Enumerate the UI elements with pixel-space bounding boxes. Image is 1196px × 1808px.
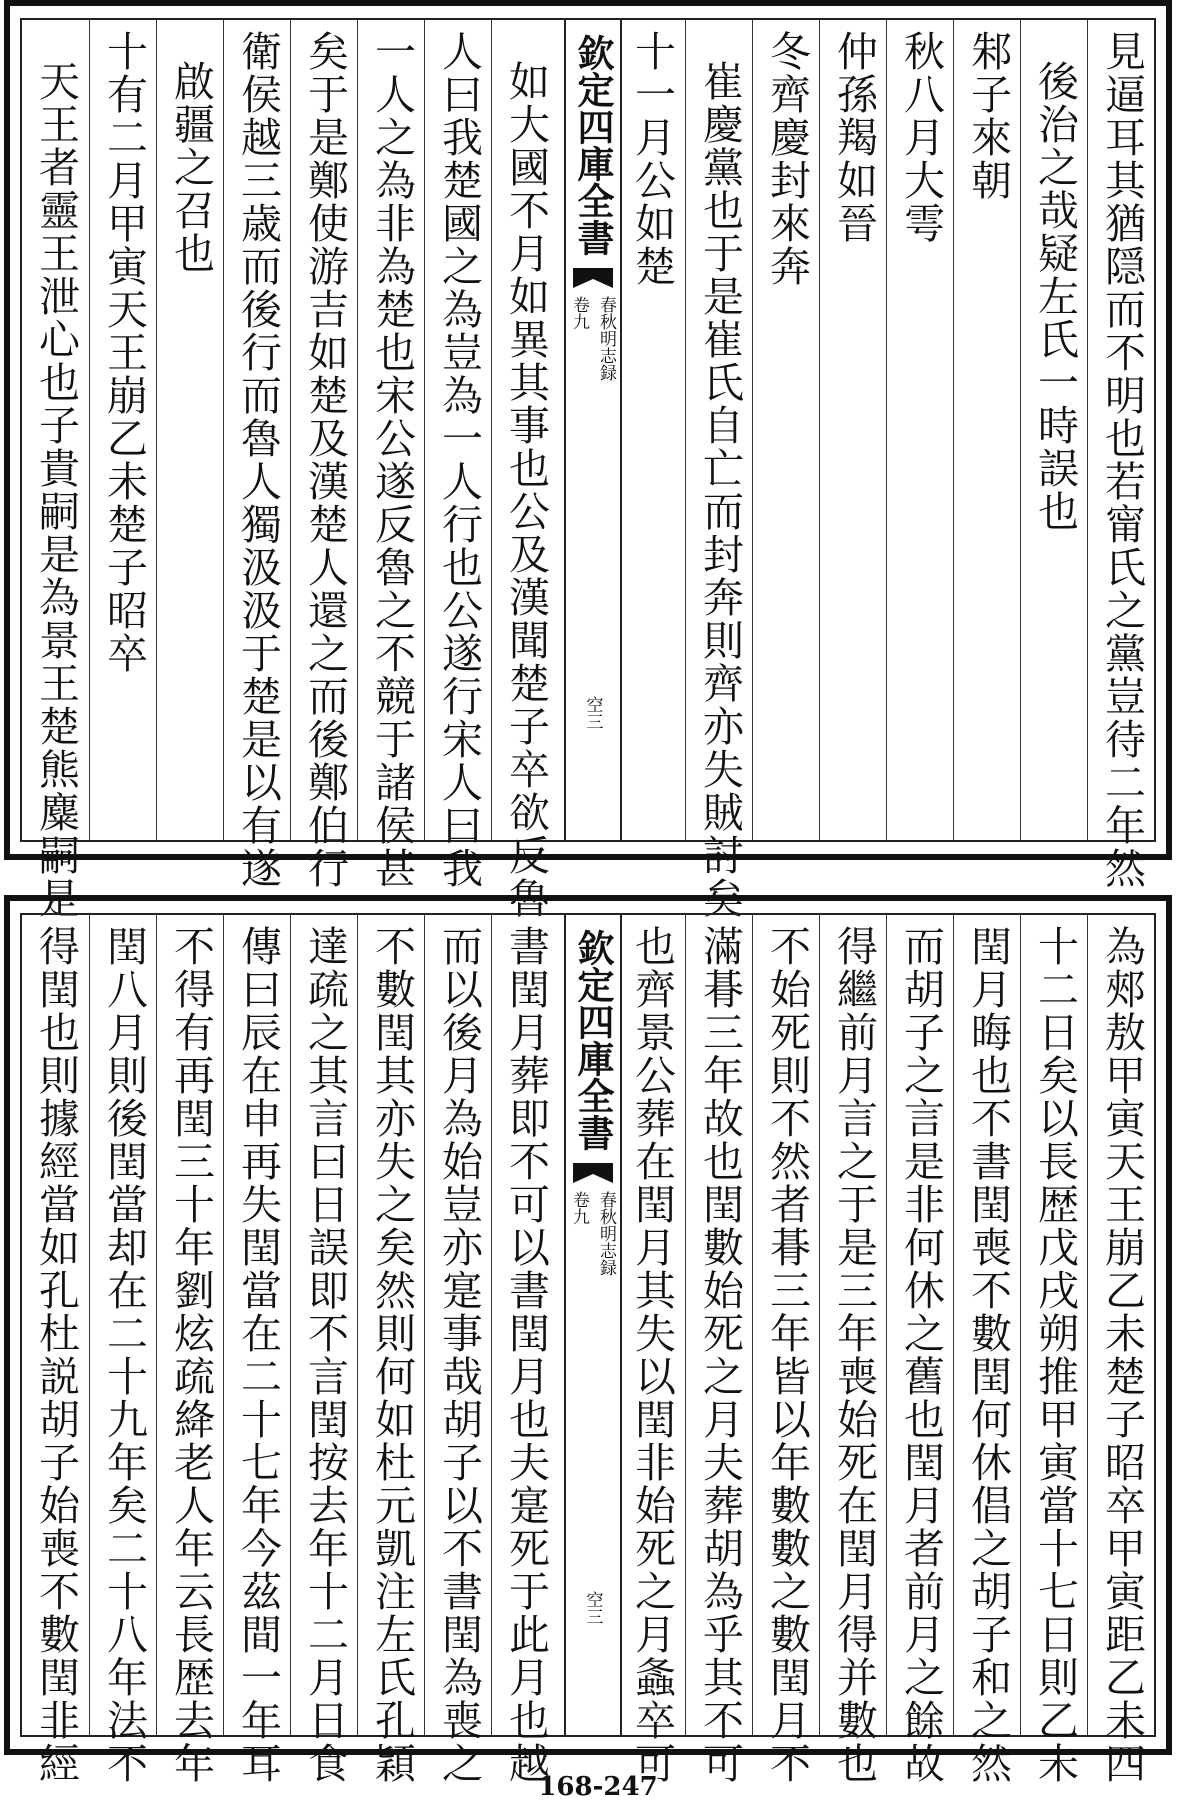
text-column	[618, 20, 685, 840]
text-column	[424, 915, 491, 1785]
book-title-block	[567, 296, 619, 381]
column-text: 天王者靈王泄心也子貴嗣是為景王楚熊麋嗣是	[32, 60, 80, 920]
text-column	[223, 915, 290, 1785]
column-text: 為郟敖甲寅天王崩乙未楚子昭卒甲寅距乙未四	[1098, 925, 1146, 1785]
column-text: 閏月晦也不書閏喪不數閏何休倡之胡子和之然	[964, 925, 1012, 1785]
column-text: 達疏之其言曰日誤即不言閏按去年十二月日食	[301, 925, 349, 1785]
top-page	[4, 0, 1172, 920]
column-text: 見逼耳其猶隠而不明也若甯氏之黨豈待二年然	[1098, 30, 1146, 890]
column-text: 如大國不月如異其事也公及漢聞楚子卒欲反魯	[502, 60, 550, 920]
column-text: 仲孫羯如晉	[830, 30, 878, 245]
column-text: 而以後月為始豈亦寔事哉胡子以不書閏為喪之	[435, 925, 483, 1785]
column-text: 秋八月大雩	[897, 30, 945, 245]
text-column	[22, 20, 89, 920]
text-column	[491, 20, 558, 920]
text-column	[156, 20, 223, 840]
column-text: 衛侯越三歳而後行而魯人獨汲汲于楚是以有遂	[234, 30, 282, 890]
bottom-page-frame	[20, 913, 1156, 1785]
text-column	[1087, 20, 1154, 890]
text-column	[618, 915, 685, 1785]
text-column	[223, 20, 290, 890]
column-text: 十一月公如楚	[628, 30, 676, 288]
folio-number: 空三	[582, 696, 603, 730]
top-right-half	[618, 20, 1154, 920]
text-column	[1087, 915, 1154, 1785]
text-column	[424, 20, 491, 890]
text-column	[156, 915, 223, 1785]
column-text: 不得有再閏三十年劉炫疏絳老人年云長歴去年	[167, 925, 215, 1785]
text-column	[685, 915, 752, 1785]
top-page-frame	[20, 18, 1156, 920]
column-text: 十二日矣以長歴戊戌朔推甲寅當十七日則乙未	[1031, 925, 1079, 1785]
text-column	[1020, 915, 1087, 1785]
column-text: 不數閏其亦失之矣然則何如杜元凱注左氏孔穎	[368, 925, 416, 1785]
text-column	[89, 20, 156, 840]
text-column	[22, 915, 89, 1785]
column-text: 邾子來朝	[964, 30, 1012, 202]
folio-number: 空三	[582, 1591, 603, 1625]
bottom-right-half	[618, 915, 1154, 1785]
column-text: 也齊景公葬在閏月其失以閏非始死之月螽卒可	[628, 925, 676, 1785]
text-column	[886, 20, 953, 840]
volume-label: 卷九	[569, 296, 589, 330]
fishtail-mark	[573, 1163, 613, 1183]
book-title-block	[567, 1191, 619, 1276]
text-column	[819, 20, 886, 840]
header-title: 欽定四庫全書	[571, 34, 615, 256]
column-text: 崔慶黨也于是崔氏自亡而封奔則齊亦失賊討矣	[696, 60, 744, 920]
column-text: 得閏也則據經當如孔杜説胡子始喪不數閏非經	[32, 925, 80, 1785]
bottom-left-half	[22, 915, 558, 1785]
column-text: 書閏月葬即不可以書閏月也夫寔死于此月也越	[502, 925, 550, 1785]
volume-label: 卷九	[569, 1191, 589, 1225]
text-column	[819, 915, 886, 1785]
column-text: 而胡子之言是非何休之舊也閏月者前月之餘故	[897, 925, 945, 1785]
text-column	[752, 915, 819, 1785]
column-text: 人曰我楚國之為豈為一人行也公遂行宋人曰我	[435, 30, 483, 890]
column-text: 不始死則不然者朞三年皆以年數數之數閏月不	[763, 925, 811, 1785]
text-column	[491, 915, 558, 1785]
column-text: 得繼前月言之于是三年喪始死在閏月得并數也	[830, 925, 878, 1785]
bottom-page	[4, 895, 1172, 1785]
bottom-center-strip	[564, 915, 622, 1735]
column-text: 矣于是鄭使游吉如楚及漢楚人還之而後鄭伯行	[301, 30, 349, 890]
text-column	[357, 20, 424, 890]
column-text: 傳曰辰在申再失閏當在二十七年今茲間一年耳	[234, 925, 282, 1785]
header-title: 欽定四庫全書	[571, 929, 615, 1151]
book-title: 春秋明志録	[596, 1191, 616, 1276]
column-text: 閏八月則後閏當却在二十九年矣二十八年法不	[100, 925, 148, 1785]
text-column	[290, 915, 357, 1785]
text-column	[953, 915, 1020, 1785]
page-number-footer: 168-247	[538, 1772, 658, 1802]
top-center-strip	[564, 20, 622, 840]
text-column	[89, 915, 156, 1785]
column-text: 冬齊慶封來奔	[763, 30, 811, 288]
top-left-half	[22, 20, 558, 920]
text-column	[290, 20, 357, 890]
book-title: 春秋明志録	[596, 296, 616, 381]
fishtail-mark	[573, 268, 613, 288]
text-column	[752, 20, 819, 840]
column-text: 一人之為非為楚也宋公遂反魯之不競于諸侯甚	[368, 30, 416, 890]
column-text: 十有二月甲寅天王崩乙未楚子昭卒	[100, 30, 148, 675]
text-column	[886, 915, 953, 1785]
column-text: 滿朞三年故也閏數始死之月夫葬胡為乎其不可	[696, 925, 744, 1785]
column-text: 後治之哉疑左氏一時誤也	[1031, 60, 1079, 533]
column-text: 啟疆之召也	[167, 60, 215, 275]
text-column	[357, 915, 424, 1785]
text-column	[953, 20, 1020, 840]
text-column	[685, 20, 752, 920]
text-column	[1020, 20, 1087, 840]
